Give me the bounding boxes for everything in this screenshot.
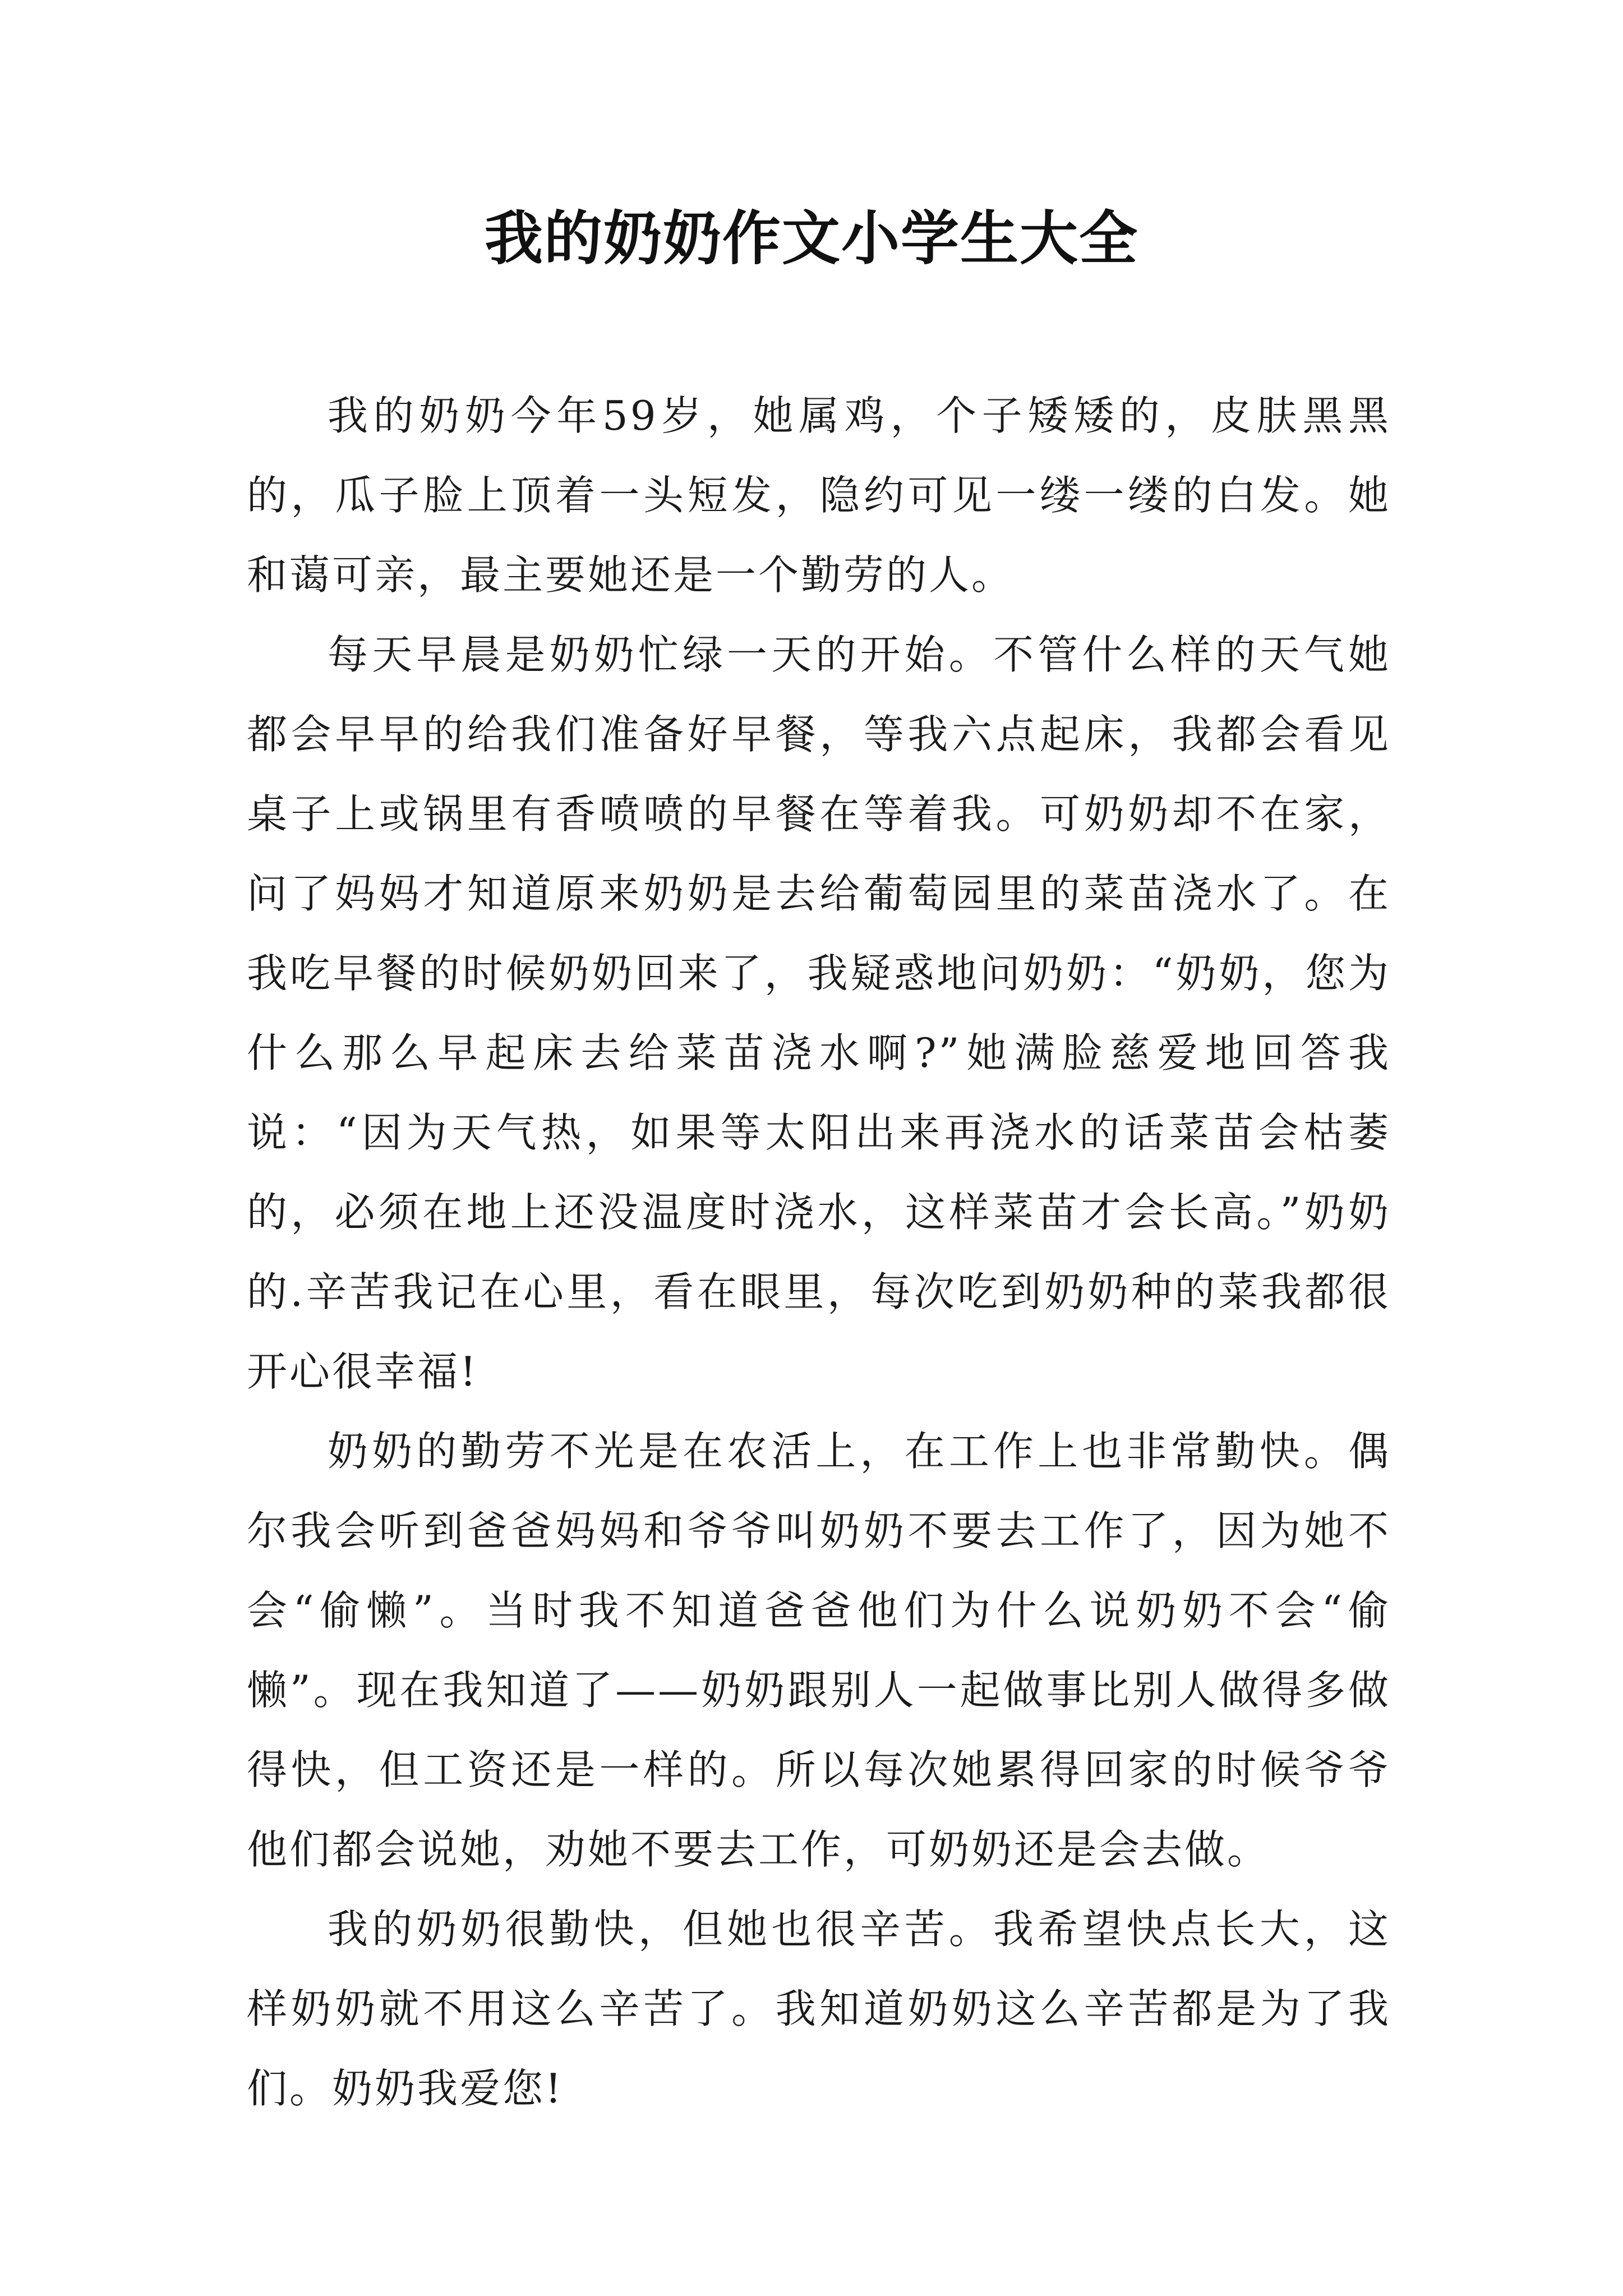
paragraph: 每天早晨是奶奶忙绿一天的开始。不管什么样的天气她都会早早的给我们准备好早餐，等我六点起床，我都会看见桌子上或锅里有香喷喷的早餐在等着我。可奶奶却不在家，问了妈妈才知道原来奶奶是去给葡萄园里的菜苗浇水了。在我吃早餐的时候奶奶回来了，我疑惑地问奶奶：“奶奶，您为什么那么早起床去给菜苗浇水啊?”她满脸慈爱地回答我说：“因为天气热，如果等太阳出来再浇水的话菜苗会枯萎的，必须在地上还没温度时浇水，这样菜苗才会长高。”奶奶的.辛苦我记在心里，看在眼里，每次吃到奶奶种的菜我都很开心很幸福! — [247, 631, 1391, 1395]
document-body — [247, 376, 1391, 2128]
document-title: 我的奶奶作文小学生大全 — [484, 204, 1138, 273]
paragraph: 我的奶奶很勤快，但她也很辛苦。我希望快点长大，这样奶奶就不用这么辛苦了。我知道奶奶这么辛苦都是为了我们。奶奶我爱您! — [247, 1906, 1391, 2112]
paragraph: 奶奶的勤劳不光是在农活上，在工作上也非常勤快。偶尔我会听到爸爸妈妈和爷爷叫奶奶不要去工作了，因为她不会“偷懒”。当时我不知道爸爸他们为什么说奶奶不会“偷懒”。现在我知道了——奶奶跟别人一起做事比别人做得多做得快，但工资还是一样的。所以每次她累得回家的时候爷爷他们都会说她，劝她不要去工作，可奶奶还是会去做。 — [247, 1428, 1391, 1873]
paragraph: 我的奶奶今年59岁，她属鸡，个子矮矮的，皮肤黑黑的，瓜子脸上顶着一头短发，隐约可见一缕一缕的白发。她和蔼可亲，最主要她还是一个勤劳的人。 — [247, 392, 1391, 599]
